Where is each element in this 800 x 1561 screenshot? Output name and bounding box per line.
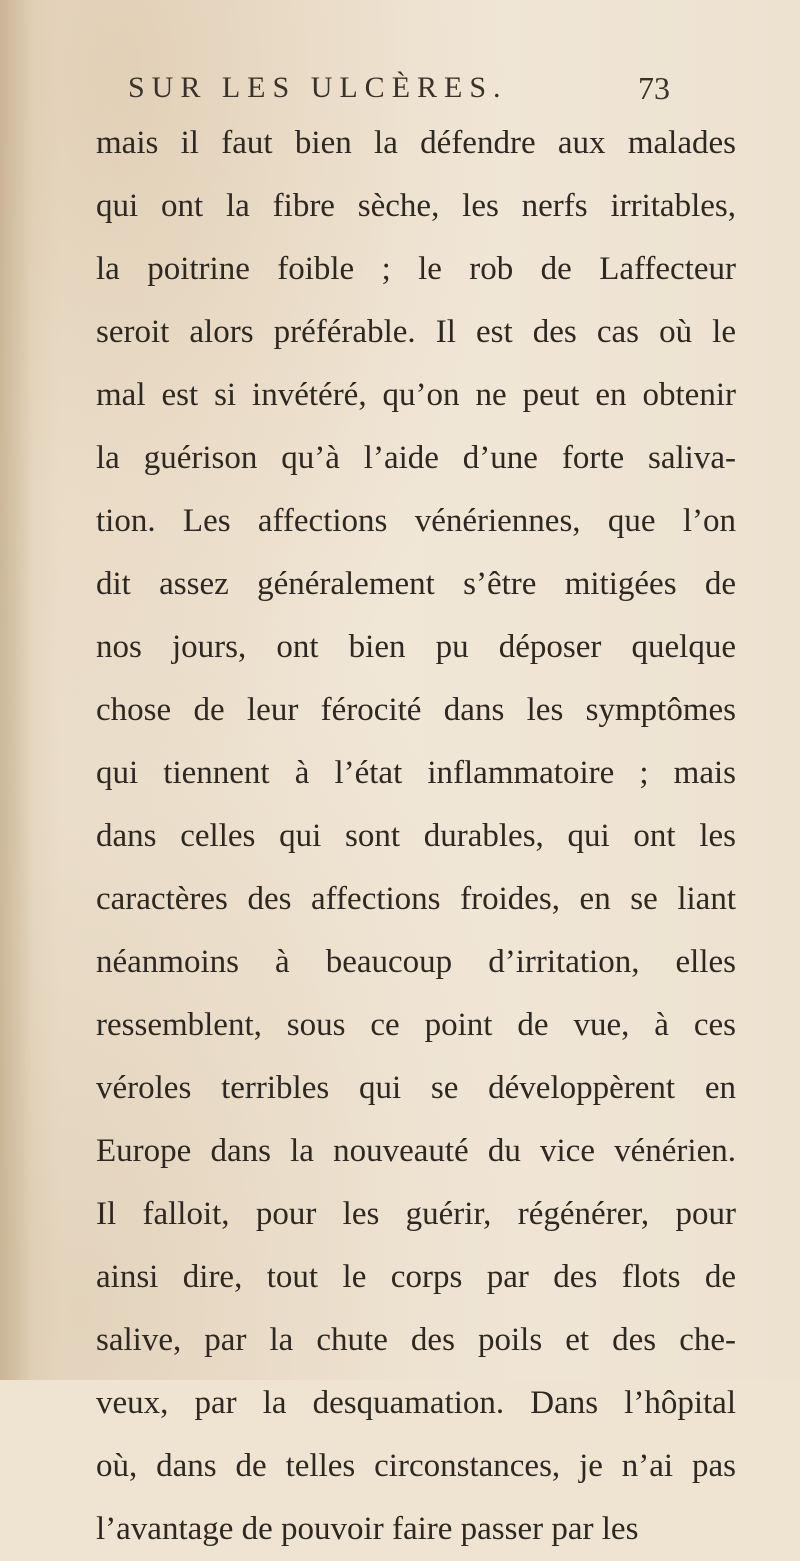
- text-line: ainsi dire, tout le corps par des flots de: [96, 1259, 736, 1295]
- text-line: mal est si invétéré, qu’on ne peut en obtenir: [96, 377, 736, 413]
- body-text: [96, 112, 736, 1561]
- page-number: 73: [638, 70, 670, 106]
- text-line: la guérison qu’à l’aide d’une forte saliva-: [96, 440, 736, 476]
- text-line: où, dans de telles circonstances, je n’ai pas: [96, 1448, 736, 1484]
- text-line: qui ont la fibre sèche, les nerfs irritables,: [96, 188, 736, 224]
- text-line: qui tiennent à l’état inflammatoire ; mais: [96, 755, 736, 791]
- text-line: ressemblent, sous ce point de vue, à ces: [96, 1007, 736, 1043]
- text-line: mais il faut bien la défendre aux malades: [96, 125, 736, 161]
- text-line: l’avantage de pouvoir faire passer par les: [96, 1511, 639, 1547]
- text-line: salive, par la chute des poils et des che-: [96, 1322, 736, 1358]
- text-line: néanmoins à beaucoup d’irritation, elles: [96, 944, 736, 980]
- text-line: seroit alors préférable. Il est des cas où le: [96, 314, 736, 350]
- text-line: Europe dans la nouveauté du vice vénérien.: [96, 1133, 736, 1169]
- text-line: Il falloit, pour les guérir, régénérer, pour: [96, 1196, 736, 1232]
- text-line: veux, par la desquamation. Dans l’hôpital: [96, 1385, 736, 1421]
- text-line: véroles terribles qui se développèrent en: [96, 1070, 736, 1106]
- text-line: la poitrine foible ; le rob de Laffecteur: [96, 251, 736, 287]
- text-line: chose de leur férocité dans les symptômes: [96, 692, 736, 728]
- text-line: caractères des affections froides, en se liant: [96, 881, 736, 917]
- text-line: tion. Les affections vénériennes, que l’on: [96, 503, 736, 539]
- text-line: dans celles qui sont durables, qui ont les: [96, 818, 736, 854]
- running-head: SUR LES ULCÈRES.: [128, 71, 508, 104]
- page-edge-shadow: [0, 0, 32, 1380]
- text-line: nos jours, ont bien pu déposer quelque: [96, 629, 736, 665]
- text-line: dit assez généralement s’être mitigées de: [96, 566, 736, 602]
